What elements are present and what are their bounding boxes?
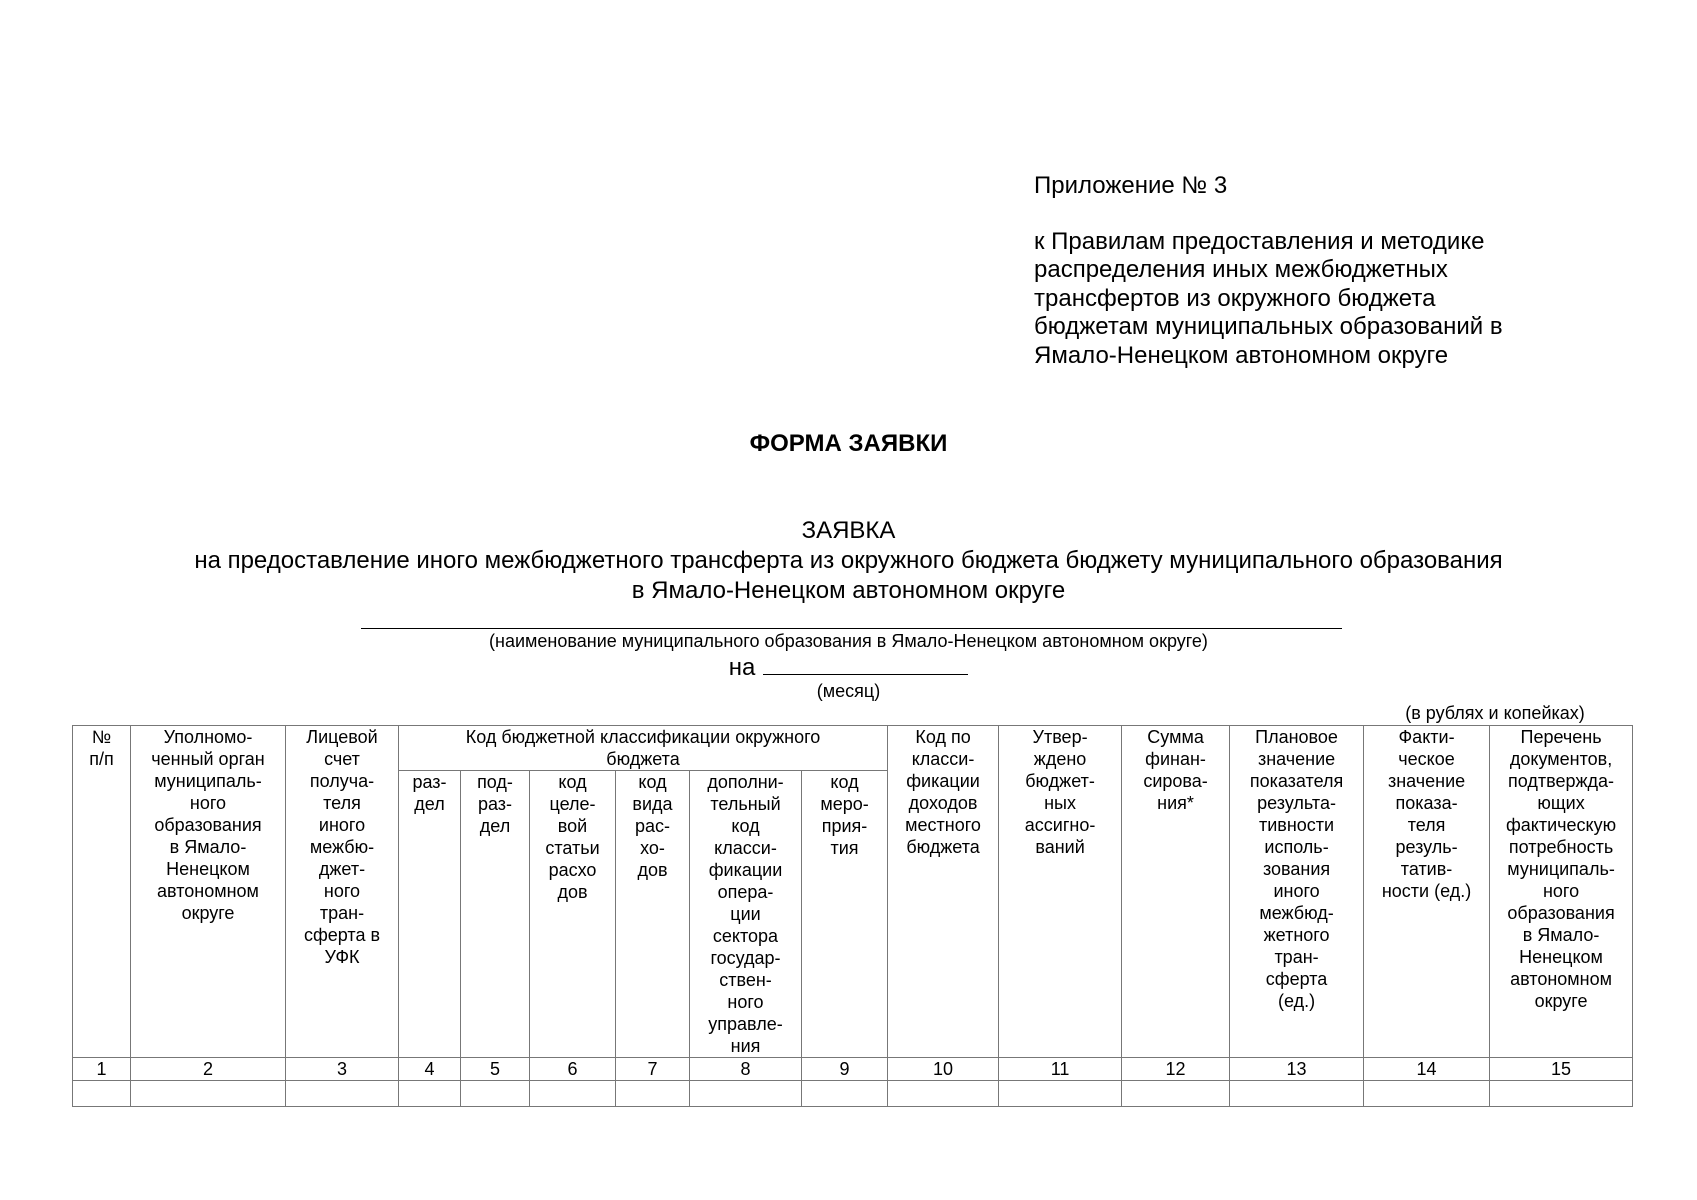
column-number: 8 <box>690 1058 802 1081</box>
column-number: 12 <box>1122 1058 1230 1081</box>
empty-cell <box>999 1081 1122 1107</box>
empty-cell <box>286 1081 399 1107</box>
header-cell <box>1490 726 1633 1058</box>
month-caption: (месяц) <box>816 681 881 701</box>
empty-cell <box>1364 1081 1490 1107</box>
header-cell <box>1230 726 1364 1058</box>
header-text: Утвер- ждено бюджет- ных ассигно- ваний <box>1024 727 1096 857</box>
request-table <box>72 725 1633 1107</box>
header-text: Лицевой счет получа- теля иного межбю- джет- ного тран- сферта в УФК <box>303 727 381 967</box>
municipality-name-line <box>361 628 1342 629</box>
month-row <box>0 652 1697 683</box>
empty-cell <box>131 1081 286 1107</box>
header-text: код вида рас- хо- дов <box>632 772 673 880</box>
header-row <box>73 726 1633 771</box>
header-text: код целе- вой статьи расхо дов <box>545 772 600 902</box>
empty-cell <box>1230 1081 1364 1107</box>
empty-cell <box>1122 1081 1230 1107</box>
column-number: 4 <box>399 1058 461 1081</box>
column-number: 6 <box>530 1058 616 1081</box>
empty-cell <box>461 1081 530 1107</box>
empty-cell <box>888 1081 999 1107</box>
header-group-cell <box>399 726 888 771</box>
request-title-line: в Ямало-Ненецком автономном округе <box>631 577 1066 604</box>
header-text: Сумма финан- сирова- ния* <box>1143 727 1208 813</box>
column-number: 15 <box>1490 1058 1633 1081</box>
column-number-row <box>73 1058 1633 1081</box>
appendix-block <box>1034 172 1634 370</box>
empty-cell <box>616 1081 690 1107</box>
header-cell <box>461 771 530 1058</box>
column-number: 14 <box>1364 1058 1490 1081</box>
header-cell <box>286 726 399 1058</box>
header-text: Плановое значение показателя результа- тивности исполь- зования иного межбюд- жетного тран- сферта (ед.) <box>1249 727 1344 1011</box>
appendix-number: Приложение № 3 <box>1034 172 1228 199</box>
header-text: Код бюджетной классификации окружного бюджета <box>465 727 821 769</box>
header-cell <box>1364 726 1490 1058</box>
header-cell <box>616 771 690 1058</box>
column-number: 10 <box>888 1058 999 1081</box>
appendix-line: распределения иных межбюджетных <box>1034 256 1448 283</box>
column-number: 2 <box>131 1058 286 1081</box>
header-cell <box>690 771 802 1058</box>
appendix-line: Ямало-Ненецком автономном округе <box>1034 341 1449 369</box>
form-title: ФОРМА ЗАЯВКИ <box>749 430 948 457</box>
column-number: 7 <box>616 1058 690 1081</box>
header-text: код меро- прия- тия <box>820 772 869 858</box>
empty-cell <box>73 1081 131 1107</box>
appendix-line: к Правилам предоставления и методике <box>1034 227 1485 255</box>
appendix-line: бюджетам муниципальных образований в <box>1034 313 1503 340</box>
request-title-line: ЗАЯВКА <box>801 517 896 544</box>
header-cell <box>1122 726 1230 1058</box>
header-text: дополни- тельный код класси- фикации опера- ции сектора государ- ствен- ного управле- ния <box>707 772 784 1056</box>
header-text: под- раз- дел <box>477 772 513 836</box>
empty-cell <box>802 1081 888 1107</box>
month-prefix: на <box>728 654 756 681</box>
column-number: 9 <box>802 1058 888 1081</box>
column-number: 3 <box>286 1058 399 1081</box>
empty-cell <box>690 1081 802 1107</box>
header-text: раз- дел <box>412 772 447 814</box>
column-number: 13 <box>1230 1058 1364 1081</box>
column-number: 11 <box>999 1058 1122 1081</box>
header-cell <box>73 726 131 1058</box>
header-text: Уполномо- ченный орган муниципаль- ного образования в Ямало- Ненецком автономном округе <box>151 727 265 923</box>
column-number: 5 <box>461 1058 530 1081</box>
header-cell <box>530 771 616 1058</box>
header-text: Код по класси- фикации доходов местного бюджета <box>905 727 981 857</box>
empty-cell <box>399 1081 461 1107</box>
empty-cell <box>530 1081 616 1107</box>
header-text: № п/п <box>89 727 114 769</box>
header-cell <box>131 726 286 1058</box>
month-blank-line <box>763 652 968 675</box>
header-cell <box>802 771 888 1058</box>
municipality-name-caption: (наименование муниципального образования в Ямало-Ненецком автономном округе) <box>489 631 1208 651</box>
request-title-line: на предоставление иного межбюджетного трансферта из окружного бюджета бюджету муниципального образования <box>194 547 1503 574</box>
request-title <box>0 516 1697 606</box>
header-cell <box>888 726 999 1058</box>
header-text: Перечень документов, подтвержда- ющих фактическую потребность муниципаль- ного образования в Ямало- Ненецком автономном округе <box>1505 727 1617 1011</box>
empty-cell <box>1490 1081 1633 1107</box>
appendix-line: трансфертов из окружного бюджета <box>1034 284 1436 312</box>
currency-note: (в рублях и копейках) <box>1405 703 1585 723</box>
header-text: Факти- ческое значение показа- теля резуль- татив- ности (ед.) <box>1381 727 1472 901</box>
header-cell <box>999 726 1122 1058</box>
header-cell <box>399 771 461 1058</box>
empty-data-row <box>73 1081 1633 1107</box>
column-number: 1 <box>73 1058 131 1081</box>
